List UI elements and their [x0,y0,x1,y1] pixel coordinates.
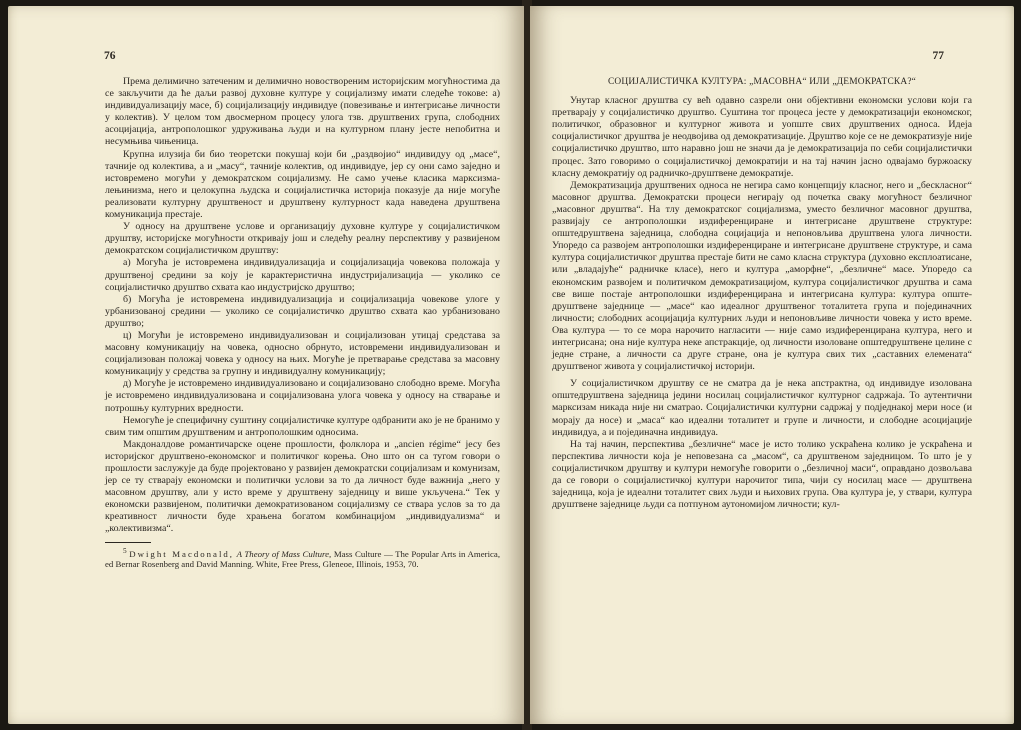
paragraph: Унутар класног друштва су већ одавно сазрели они објективни економски услови који га претварају у социјалистичко друштво. Суштина тог процеса јесте у демократизацији економског, политичког, образовног и културног живота и уопште свих друштвених односа. Идеја социјалистичког друштва је неодвојива од демократизације. Друштво које се не демократизује није социјалистичко друштво, што наравно још не значи да је демократизација по себи социјалистички процес. Зато говоримо о социјалистичкој демократији и на тај начин јасно одвајамо буржоаску класну демократију од радничко-друштвене демократије. [552,95,972,179]
right-page [530,6,1014,724]
page-number-right: 77 [932,50,944,62]
paragraph: У социјалистичком друштву се не сматра да је нека апстрактна, од индивидуе изолована општедруштвена заједница једини носилац социјалистичког културног садржаја. То аутентични марксизам никада није ни сматрао. Социјалистички културни садржај у подједнакој мери носе (и морају да носе) и „маса“ као идеални тоталитет и групе и личности, и слободне асоцијације индивидуа, а и појединачна индивидуа. [552,378,972,438]
footnote-rest: Mass Culture — The Popular Arts in America, ed Bernar Rosenberg and David Manning. White, Free Press, Gleneoe, Illinois, 1953, 70. [105,548,501,569]
paragraph: У односу на друштвене услове и организацију духовне културе у социјалистичком друштву, историјске могућности откривају још и следећу реалну перспективу у развијеном демократском социјалистичком друштву: [105,221,500,257]
footnote-rule [105,542,151,543]
list-item: а) Могућа је истовремена индивидуализација и социјализација човекова положаја у друштвеној средини за коју је карактеристична индустријализација — уколико се социјалистичко друштво схвата као индустријско друштво; [105,257,500,293]
footnote [105,546,500,570]
footnote-marker: 5 [123,545,127,555]
list-item: б) Могућа је истовремена индивидуализација и социјализација човекове улоге у урбанизованој средини — уколико се социјалистичко друштво схвата као урбанизовано друштво; [105,293,500,329]
list-item: д) Могуће је истовремено индивидуализовано и социјализовано слободно време. Могућа је истовремено индивидуализована и социјализована улога човека у односу на стварање и потрошњу културних вредности. [105,378,500,414]
paragraph: Макдоналдове романтичарске оцене прошлости, фолклора и „ancien régime“ јесу без историјског друштвено-економског и политичког корења. Оно што он са тугом говори о прошлости заслужује да буде пројектовано у развијен демократски социјализам и комунизам, јер се ту стварају економски и политички услови за то да личност буде важнија „него у масовном друштву, али у исто време у друштвену заједницу и више укључена.“ Тек у економски развијеном, политички демократизованом социјализму се ствара услов за то да креативност личности буде храњена богатом комбинацијом „индивидуализма“ и „колективизма“. [105,438,500,535]
paragraph: Крупна илузија би био теоретски покушај који би „раздвојио“ индивидуу од „масе“, тачније од колектива, а и „масу“, тачније колектив, од индивидуе, јер су они само заједно и истовремено могући у демократском социјализму. Не само учење класика марксизма-лењинизма, него и целокупна људска и социјалистичка историја показује да није могуће реализовати културну друштвеност и друштвену културност када наведена друштвена комуникација престаје. [105,148,500,221]
list-item: ц) Могући је истовремено индивидуализован и социјализован утицај средстава за масовну комуникацију на човека, односно обрнуто, истовремени индивидуализован и социјализован положај човека у односу на њих. Могуће је претварање средстава за масовну комуникацију у средства за групну и индивидуалну комуникацију; [105,329,500,378]
page-number-left: 76 [104,50,116,62]
paragraph: Према делимично затеченим и делимично новоствореним историјским могућностима да се закључити да ће даљи развој духовне културе у социјализму имати следеће токове: а) индивидуализацију масе, б) социјализацију индивидуе (повезивање и интегрисање личности у колектив). У целом том двосмерном процесу улога тзв. друштвених група, слободних асоцијација, антрополошког удруживања људи и на културном плану јесте непобитна и несумњива чињеница. [105,76,500,148]
running-heading: СОЦИЈАЛИСТИЧКА КУЛТУРА: „МАСОВНА“ ИЛИ „ДЕМОКРАТСКА?“ [607,77,917,87]
footnote-title: A Theory of Mass Culture, [236,548,332,559]
right-page-text [552,76,972,511]
paragraph: Демократизација друштвених односа не негира само концепцију класног, него и „бескласног“ масовног друштва. Демократски процеси негирају од почетка сваку могућност безличног „масовног друштва“. На тлу демократског социјализма, уместо безличног масовног друштва, развијају се антрополошки издиференциране и интегрисане друштвене структуре: општедруштвена заједница, слободна социјација и непоновљива друштвена улога личности. Упоредо са развојем антрополошки издиференциране и интегрисане друштвене структуре, и сама култура социјалистичког друштва престаје бити не само класна структура (духовно експлоатисане, или „владајуће“ радничке класе), него и култура „аморфне“, „безличне“ масе. Упоредо са економским развојем и политичком демократизацијом, култура социјалистичког друштва и сама све више постаје антрополошки издиференцирана и интегрисана култура: култура опште-друштвене заједнице — „масе“ као идеалног друштвеног тоталитета група и појединачних личности; слободних асоцијација културних људи и непоновљиве личности човека у исто време. Ова култура — то се мора нарочито нагласити — није само издиференцирана култура, него и интегрисана; она није култура неке апстракције, од личности изоловане општедруштвене целине с једне стране, а личности са друге стране, она је култура свих тих „саставних елемената“ друштвеног живота у социјалистичкој историји. [552,179,972,373]
paragraph: На тај начин, перспектива „безличне“ масе је исто толико ускраћена колико је ускраћена и перспектива личности која је неповезана са „масом“, са друштвеном заједницом. То што је у социјалистичком друштву и култури немогуће говорити о „безличној маси“, оправдано дозвољава да се говори о социјалистичкој култури нарочитог типа, чији су носилац масе — друштвена заједница, која је идеални тоталитет свих људи и њихових група. Ова култура је, у ствари, култура друштвене заједнице људи са потпуном аутономијом личности; кул- [552,438,972,511]
left-page-text [105,76,500,569]
paragraph: Немогуће је специфичну суштину социјалистичке културе одбранити ако је не бранимо у свим тим општим друштвеним и антрополошким односима. [105,414,500,438]
footnote-author: Dwight Macdonald, [129,548,235,559]
left-page [8,6,524,724]
